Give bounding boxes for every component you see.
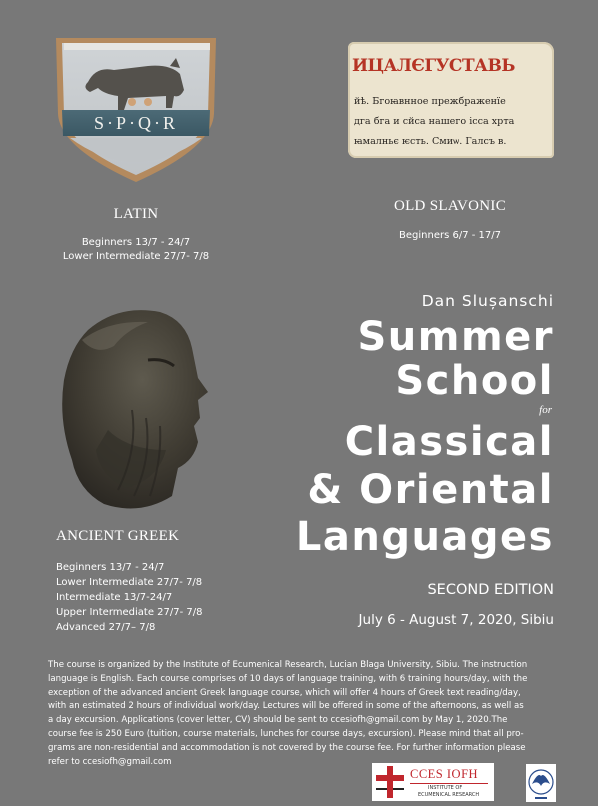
manuscript-line-2: дга бга и сйса нашего ісса хрта	[354, 116, 515, 127]
slavonic-schedule	[330, 229, 570, 243]
title-classical: Classical	[344, 419, 554, 465]
manuscript-line-3: ꙗмалньє ѥсть. Смиѡ. Галсъ в.	[354, 136, 507, 147]
spqr-motto: S·P·Q·R	[93, 113, 179, 133]
university-emblem	[526, 764, 556, 802]
cces-logo	[372, 763, 494, 801]
description-line: with an estimated 2 hours of individual work/day. Lectures will be offered in some of the afternoons, as well as	[48, 701, 524, 712]
edition-label: SECOND EDITION	[427, 582, 554, 598]
description-line: exception of the advanced ancient Greek language course, which will offer 4 hours of Greek text reading/day,	[48, 687, 521, 698]
latin-schedule	[0, 236, 272, 264]
greek-title: ANCIENT GREEK	[56, 528, 180, 544]
greek-schedule-line: Beginners 13/7 - 24/7	[56, 562, 165, 573]
greek-schedule	[56, 560, 203, 635]
logo-divider	[410, 783, 488, 784]
title-school: School	[395, 358, 554, 404]
description-line: language is English. Each course comprises of 10 days of language training, with 6 training hours/day, with the	[48, 673, 528, 684]
title-for: for	[539, 404, 552, 416]
manuscript-image	[348, 42, 554, 158]
latin-title: LATIN	[113, 206, 159, 222]
logo-sub-2: ECUMENICAL RESEARCH	[418, 792, 480, 798]
greek-schedule-line: Intermediate 13/7-24/7	[56, 592, 173, 603]
event-dates: July 6 - August 7, 2020, Sibiu	[358, 612, 554, 628]
slavonic-title: OLD SLAVONIC	[393, 198, 507, 214]
title-languages: Languages	[295, 514, 554, 560]
spqr-shield-image	[52, 36, 220, 184]
title-oriental: & Oriental	[307, 467, 554, 513]
latin-schedule-line: Lower Intermediate 27/7- 7/8	[62, 251, 210, 262]
description-line: grams are non-residential and accommodation is not covered by the course fee. For further information please	[48, 742, 526, 753]
cross-icon	[376, 766, 404, 798]
greek-schedule-line: Lower Intermediate 27/7- 7/8	[56, 577, 203, 588]
greek-schedule-line: Advanced 27/7– 7/8	[56, 622, 156, 633]
eagle-emblem-icon	[526, 764, 556, 802]
title-summer: Summer	[357, 314, 554, 360]
description-line: refer to ccesiofh@gmail.com	[48, 756, 172, 767]
greek-schedule-line: Upper Intermediate 27/7- 7/8	[56, 607, 203, 618]
greek-bust-image	[48, 300, 224, 520]
slavonic-schedule-line: Beginners 6/7 - 17/7	[399, 230, 501, 241]
logo-sub-1: INSTITUTE OF	[428, 785, 463, 791]
description-line: a day excursion. Applications (cover letter, CV) should be sent to ccesiofh@gmail.com by May 1, 2020.The	[48, 715, 508, 726]
manuscript-line-1: йѣ. Бгоꙗвнное прежбраженїе	[354, 96, 506, 107]
school-name-line: Dan Slușanschi	[421, 292, 554, 310]
course-description	[48, 659, 568, 769]
description-line: course fee is 250 Euro (tuition, course materials, lunches for course days, excursion). Please mind that all pro-	[48, 728, 524, 739]
manuscript-title: ИЦАЛЄГУСТАВЬ	[352, 56, 515, 76]
logo-name: CCES IOFH	[410, 767, 479, 781]
description-line: The course is organized by the Institute of Ecumenical Research, Lucian Blaga University, Sibiu. The instruction	[48, 660, 528, 670]
latin-schedule-line: Beginners 13/7 - 24/7	[81, 237, 191, 248]
